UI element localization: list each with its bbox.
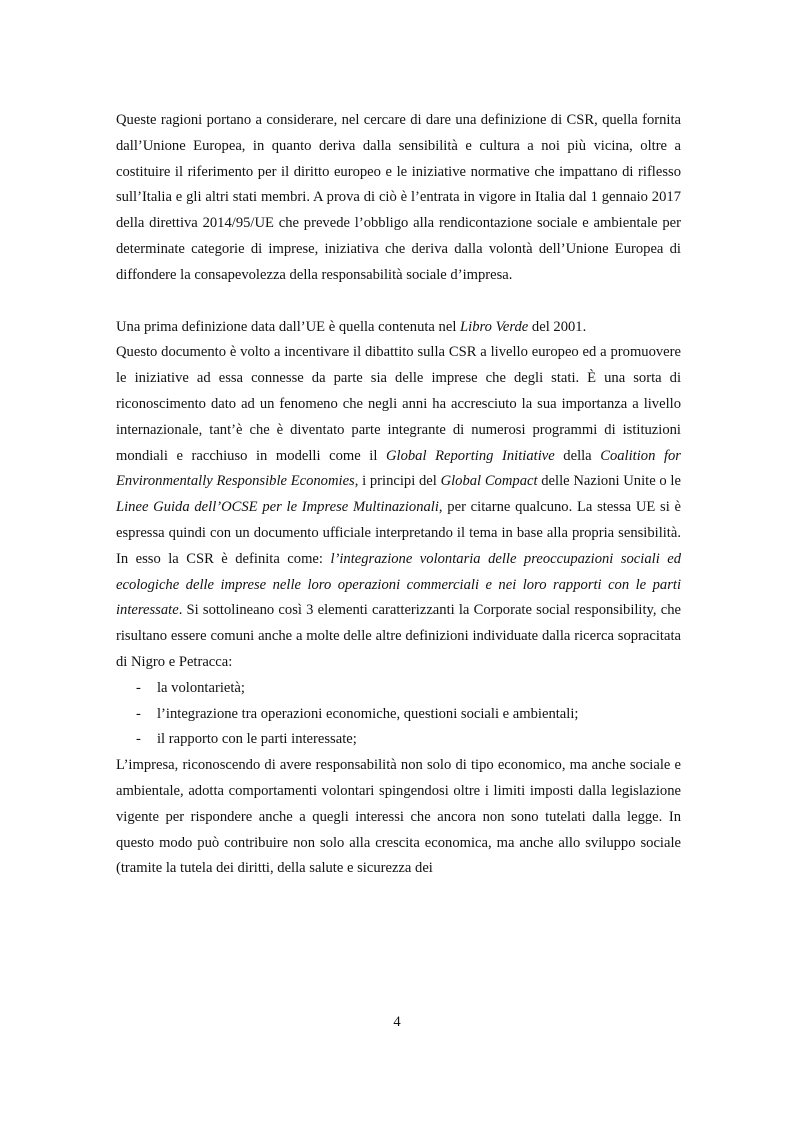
list-dash: - [136, 705, 141, 722]
gri-title: Global Reporting Initiative [385, 447, 555, 464]
paragraph-3 [116, 340, 681, 675]
paragraph-3-text-1: Questo documento è volto a incentivare il dibattito sulla CSR a livello europeo ed a promuovere le iniziative ad essa connesse da parte sia delle imprese che degli stati. È una sorta di riconoscimento dato ad un fenomeno che negli anni ha accresciuto la sua importanza a livello internazionale, tant’è che è diventato parte integrante di numerosi programmi di istituzioni mondiali e racchiuso in modelli come il [116, 344, 681, 464]
list-item-text: la volontarietà; [157, 679, 245, 696]
paragraph-3-text-6: . Si sottolineano così 3 elementi caratterizzanti la Corporate social responsibility, che risultano essere comuni anche a molte delle altre definizioni individuate dalla ricerca sopracitata di Nigro e Petracca: [116, 602, 681, 670]
paragraph-2 [116, 315, 681, 341]
ceres-title: Coalition for Environmentally Responsible Economies [116, 447, 681, 490]
list-item-text: l’integrazione tra operazioni economiche, questioni sociali e ambientali; [157, 705, 579, 722]
paragraph-3-text-4: delle Nazioni Unite o le [537, 473, 681, 490]
body-text [116, 108, 681, 882]
ocse-guidelines-title: Linee Guida dell’OCSE per le Imprese Multinazionali [116, 499, 439, 516]
list-dash: - [136, 731, 141, 748]
list-item [116, 676, 681, 702]
csr-elements-list [116, 676, 681, 753]
paragraph-3-text-2: della [554, 447, 601, 464]
paragraph-spacer [116, 289, 681, 315]
paragraph-1: Queste ragioni portano a considerare, nel cercare di dare una definizione di CSR, quella fornita dall’Unione Europea, in quanto deriva dalla sensibilità e cultura a noi più vicina, oltre a costituire il riferimento per il diritto europeo e le iniziative normative che impattano di riflesso sull’Italia e gli altri stati membri. A prova di ciò è l’entrata in vigore in Italia dal 1 gennaio 2017 della direttiva 2014/95/UE che prevede l’obbligo alla rendicontazione sociale e ambientale per determinate categorie di imprese, iniziativa che deriva dalla volontà dell’Unione Europea di diffondere la consapevolezza della responsabilità sociale d’impresa. [116, 112, 681, 283]
list-item [116, 727, 681, 753]
page-number: 4 [393, 1014, 401, 1030]
paragraph-3-text-5: , per citarne qualcuno. La stessa UE si è espressa quindi con un documento ufficiale interpretando il tema in base alla propria sensibilità. In esso la CSR è definita come: [116, 499, 681, 567]
libro-verde-title: Libro Verde [460, 318, 529, 335]
paragraph-2-text-2: del 2001. [528, 318, 587, 335]
list-item [116, 702, 681, 728]
csr-definition-quote: l’integrazione volontaria delle preoccupazioni sociali ed ecologiche delle imprese nelle loro operazioni commerciali e nei loro rapporti con le parti interessate [116, 550, 681, 619]
paragraph-3-text-3: , i principi del [354, 473, 441, 490]
global-compact-title: Global Compact [440, 473, 538, 490]
paragraph-2-text-1: Una prima definizione data dall’UE è quella contenuta nel [116, 318, 461, 335]
list-dash: - [136, 679, 141, 696]
list-item-text: il rapporto con le parti interessate; [157, 731, 357, 748]
paragraph-4: L’impresa, riconoscendo di avere responsabilità non solo di tipo economico, ma anche sociale e ambientale, adotta comportamenti volontari spingendosi oltre i limiti imposti dalla legislazione vigente per rispondere anche a quegli interessi che ancora non sono tutelati dalla legge. In questo modo può contribuire non solo alla crescita economica, ma anche allo sviluppo sociale (tramite la tutela dei diritti, della salute e sicurezza dei [116, 757, 681, 877]
